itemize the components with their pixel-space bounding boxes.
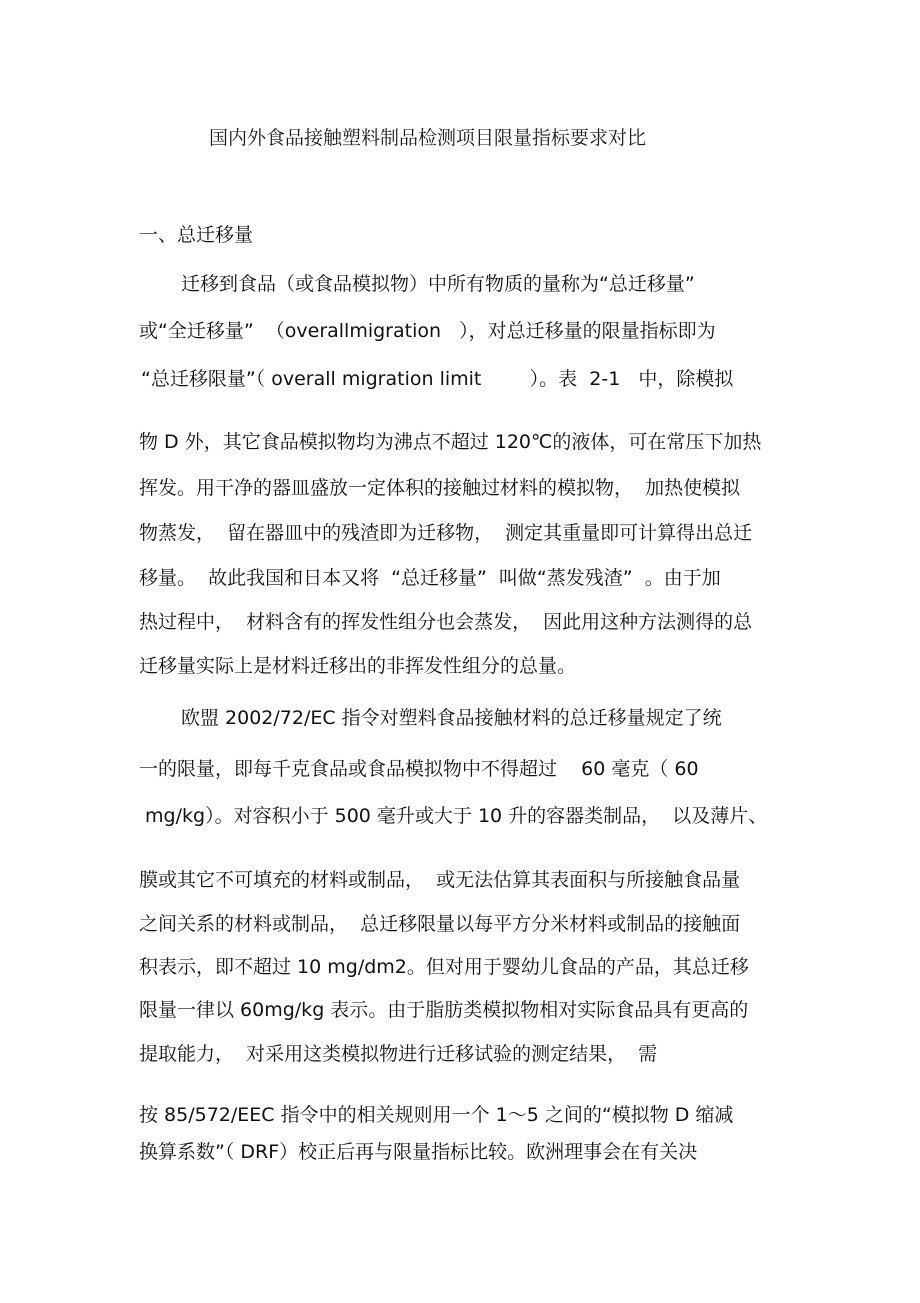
paragraph-line: 物蒸发， 留在器皿中的残渣即为迁移物， 测定其重量即可计算得出总迁 (139, 522, 753, 544)
paragraph-line: 物 D 外，其它食品模拟物均为沸点不超过 120℃的液体，可在常压下加热 (139, 431, 762, 453)
paragraph-line: 之间关系的材料或制品， 总迁移限量以每平方分米材料或制品的接触面 (139, 913, 741, 935)
paragraph-line: 积表示，即不超过 10 mg/dm2。但对用于婴幼儿食品的产品，其总迁移 (139, 956, 749, 978)
paragraph-line: 欧盟 2002/72/EC 指令对塑料食品接触材料的总迁移量规定了统 (181, 707, 722, 729)
paragraph-line: 热过程中， 材料含有的挥发性组分也会蒸发， 因此用这种方法测得的总 (139, 611, 753, 633)
paragraph-line: 挥发。用干净的器皿盛放一定体积的接触过材料的模拟物， 加热使模拟 (139, 477, 741, 499)
paragraph-line: 提取能力， 对采用这类模拟物进行迁移试验的测定结果， 需 (139, 1043, 658, 1065)
paragraph-line: 按 85/572/EEC 指令中的相关规则用一个 1～5 之间的“模拟物 D 缩减 (139, 1104, 734, 1126)
paragraph-line: 一的限量，即每千克食品或食品模拟物中不得超过 60 毫克（ 60 (139, 758, 699, 780)
document-title: 国内外食品接触塑料制品检测项目限量指标要求对比 (209, 127, 647, 149)
paragraph-line: 移量。 故此我国和日本又将 “总迁移量” 叫做“蒸发残渣” 。由于加 (139, 567, 721, 589)
paragraph-line: mg/kg）。对容积小于 500 毫升或大于 10 升的容器类制品， 以及薄片、 (139, 805, 768, 827)
paragraph-line: 迁移量实际上是材料迁移出的非挥发性组分的总量。 (139, 655, 577, 677)
paragraph-line: 膜或其它不可填充的材料或制品， 或无法估算其表面积与所接触食品量 (139, 869, 741, 891)
paragraph-line: 迁移到食品（或食品模拟物）中所有物质的量称为“总迁移量” (181, 273, 695, 295)
paragraph-line: 换算系数”（ DRF）校正后再与限量指标比较。欧洲理事会在有关决 (139, 1141, 698, 1163)
paragraph-line: 或“全迁移量” （overallmigration ），对总迁移量的限量指标即为 (139, 320, 716, 342)
section-heading: 一、总迁移量 (139, 224, 254, 246)
paragraph-line: “总迁移限量”（ overall migration limit ）。表 2-1 中，除模拟 (141, 368, 734, 390)
paragraph-line: 限量一律以 60mg/kg 表示。由于脂肪类模拟物相对实际食品具有更高的 (139, 999, 749, 1021)
